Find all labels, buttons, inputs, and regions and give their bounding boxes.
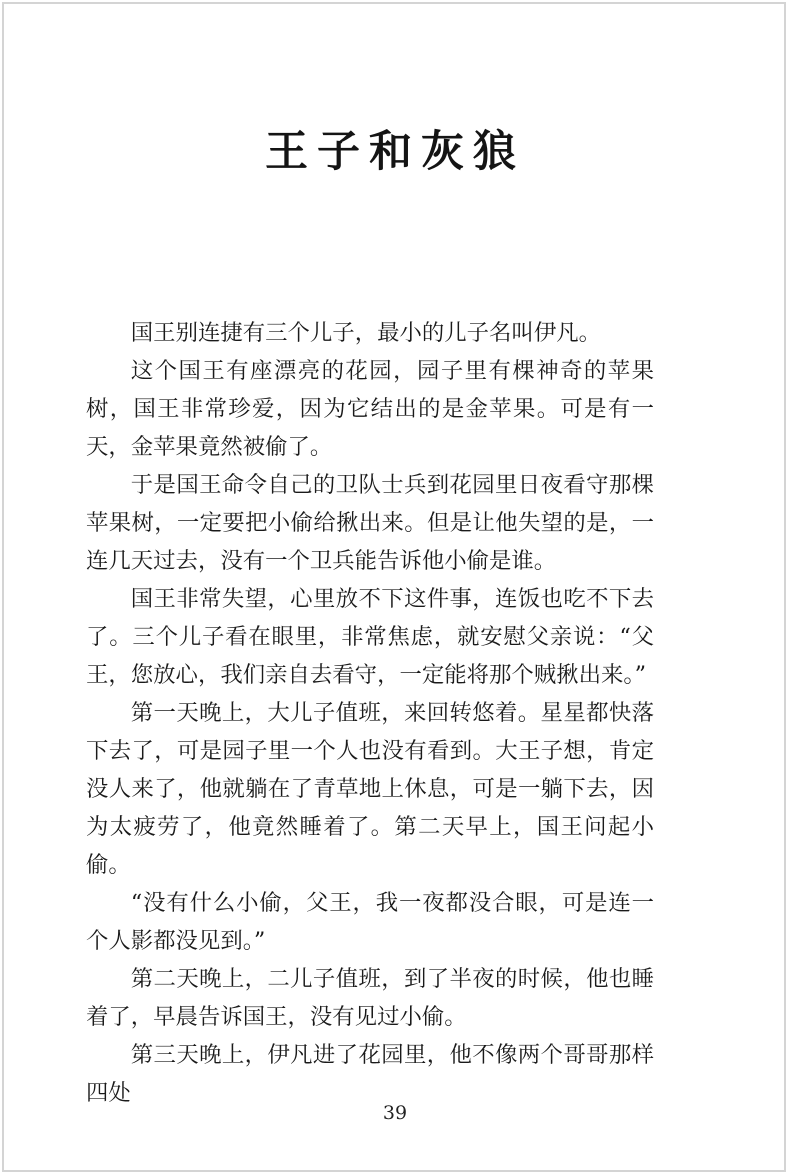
- body-text: [86, 314, 654, 1112]
- paragraph: 这个国王有座漂亮的花园，园子里有棵神奇的苹果树，国王非常珍爱，因为它结出的是金苹果。可是有一天，金苹果竟然被偷了。: [86, 358, 654, 460]
- paragraph: 第一天晚上，大儿子值班，来回转悠着。星星都快落下去了，可是园子里一个人也没有看到。大王子想，肯定没人来了，他就躺在了青草地上休息，可是一躺下去，因为太疲劳了，他竟然睡着了。第二天早上，国王问起小偷。: [86, 700, 654, 878]
- paragraph: “没有什么小偷，父王，我一夜都没合眼，可是连一个人影都没见到。”: [86, 890, 654, 954]
- paragraph: 第二天晚上，二儿子值班，到了半夜的时候，他也睡着了，早晨告诉国王，没有见过小偷。: [86, 966, 654, 1030]
- paragraph: 第三天晚上，伊凡进了花园里，他不像两个哥哥那样四处: [86, 1042, 654, 1106]
- chapter-title: 王子和灰狼: [265, 127, 525, 177]
- paragraph: 国王别连捷有三个儿子，最小的儿子名叫伊凡。: [130, 320, 601, 346]
- page-number: 39: [382, 1102, 408, 1124]
- paragraph: 于是国王命令自己的卫队士兵到花园里日夜看守那棵苹果树，一定要把小偷给揪出来。但是让他失望的是，一连几天过去，没有一个卫兵能告诉他小偷是谁。: [86, 472, 654, 574]
- paragraph: 国王非常失望，心里放不下这件事，连饭也吃不下去了。三个儿子看在眼里，非常焦虑，就安慰父亲说：“父王，您放心，我们亲自去看守，一定能将那个贼揪出来。”: [86, 586, 654, 688]
